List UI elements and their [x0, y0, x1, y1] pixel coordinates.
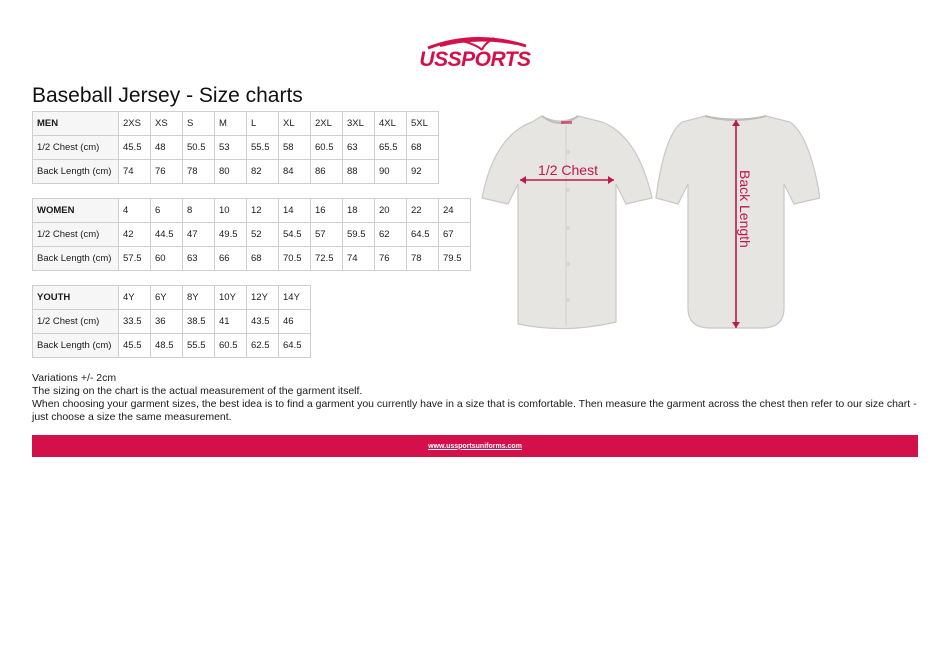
size-cell: 38.5	[183, 310, 215, 334]
size-cell: 67	[439, 223, 471, 247]
chest-label: 1/2 Chest	[538, 162, 598, 178]
size-cell: 60.5	[215, 334, 247, 358]
size-cell: XS	[151, 112, 183, 136]
measurement-note: The sizing on the chart is the actual measurement of the garment itself.	[32, 385, 363, 397]
size-cell: 60	[151, 247, 183, 271]
size-cell: 5XL	[407, 112, 439, 136]
size-cell: 62.5	[247, 334, 279, 358]
size-cell: 24	[439, 199, 471, 223]
size-cell: 66	[215, 247, 247, 271]
size-cell: 2XS	[119, 112, 151, 136]
size-cell: 52	[247, 223, 279, 247]
choosing-size-note: When choosing your garment sizes, the best idea is to find a garment you currently have in a size that is comfortable. Then measure the garment across the chest then refer to our size chart - just choose a size the same measurement.	[32, 398, 917, 423]
table-header-row	[33, 199, 471, 223]
size-cell: 4	[119, 199, 151, 223]
size-cell: 14	[279, 199, 311, 223]
size-cell: 78	[407, 247, 439, 271]
size-cell: 53	[215, 136, 247, 160]
size-cell: 50.5	[183, 136, 215, 160]
size-cell: 62	[375, 223, 407, 247]
size-cell: XL	[279, 112, 311, 136]
size-cell: 20	[375, 199, 407, 223]
men-size-table	[32, 111, 439, 184]
size-cell: 64.5	[279, 334, 311, 358]
size-cell: 55.5	[247, 136, 279, 160]
size-cell: 47	[183, 223, 215, 247]
sizing-notes	[32, 372, 918, 424]
size-cell: 54.5	[279, 223, 311, 247]
size-cell: 78	[183, 160, 215, 184]
youth-size-table	[32, 285, 311, 358]
size-cell: S	[183, 112, 215, 136]
footer-bar	[32, 435, 918, 457]
size-cell: 70.5	[279, 247, 311, 271]
size-cell: 63	[183, 247, 215, 271]
row-label: 1/2 Chest (cm)	[33, 136, 119, 160]
size-cell: 12	[247, 199, 279, 223]
size-cell: 4Y	[119, 286, 151, 310]
size-cell: 68	[247, 247, 279, 271]
size-cell: 10Y	[215, 286, 247, 310]
size-cell: 16	[311, 199, 343, 223]
row-label: MEN	[33, 112, 119, 136]
size-cell: 59.5	[343, 223, 375, 247]
size-cell: 2XL	[311, 112, 343, 136]
size-cell: 57.5	[119, 247, 151, 271]
size-cell: 86	[311, 160, 343, 184]
size-cell: 43.5	[247, 310, 279, 334]
row-label: 1/2 Chest (cm)	[33, 223, 119, 247]
size-cell: 84	[279, 160, 311, 184]
size-cell: 76	[151, 160, 183, 184]
size-cell: 4XL	[375, 112, 407, 136]
size-cell: 49.5	[215, 223, 247, 247]
table-row	[33, 310, 311, 334]
size-cell: 74	[119, 160, 151, 184]
variations-note: Variations +/- 2cm	[32, 372, 117, 384]
size-cell: 14Y	[279, 286, 311, 310]
back-length-label: Back Length	[737, 170, 753, 248]
size-cell: L	[247, 112, 279, 136]
size-cell: 48.5	[151, 334, 183, 358]
size-cell: 79.5	[439, 247, 471, 271]
size-cell: 45.5	[119, 334, 151, 358]
size-cell: 44.5	[151, 223, 183, 247]
page-title: Baseball Jersey - Size charts	[32, 84, 303, 107]
size-cell: 80	[215, 160, 247, 184]
size-cell: 36	[151, 310, 183, 334]
size-cell: 60.5	[311, 136, 343, 160]
size-cell: 55.5	[183, 334, 215, 358]
size-cell: 48	[151, 136, 183, 160]
size-cell: 90	[375, 160, 407, 184]
size-cell: 42	[119, 223, 151, 247]
size-cell: 3XL	[343, 112, 375, 136]
table-row	[33, 223, 471, 247]
size-cell: 12Y	[247, 286, 279, 310]
table-header-row	[33, 112, 439, 136]
table-header-row	[33, 286, 311, 310]
size-cell: 65.5	[375, 136, 407, 160]
size-cell: 45.5	[119, 136, 151, 160]
size-cell: 88	[343, 160, 375, 184]
logo-wordmark: USSPORTS	[419, 48, 531, 70]
size-cell: 6Y	[151, 286, 183, 310]
website-link[interactable]: www.ussportsuniforms.com	[428, 442, 522, 450]
size-cell: 76	[375, 247, 407, 271]
size-cell: 68	[407, 136, 439, 160]
size-cell: 92	[407, 160, 439, 184]
table-row	[33, 334, 311, 358]
jersey-front	[482, 116, 652, 329]
size-cell: 8	[183, 199, 215, 223]
size-cell: M	[215, 112, 247, 136]
row-label: YOUTH	[33, 286, 119, 310]
size-cell: 41	[215, 310, 247, 334]
size-cell: 82	[247, 160, 279, 184]
size-cell: 64.5	[407, 223, 439, 247]
row-label: Back Length (cm)	[33, 247, 119, 271]
ussports-logo	[398, 34, 552, 70]
size-cell: 8Y	[183, 286, 215, 310]
row-label: Back Length (cm)	[33, 160, 119, 184]
row-label: 1/2 Chest (cm)	[33, 310, 119, 334]
size-cell: 10	[215, 199, 247, 223]
row-label: Back Length (cm)	[33, 334, 119, 358]
size-cell: 63	[343, 136, 375, 160]
size-cell: 74	[343, 247, 375, 271]
size-cell: 57	[311, 223, 343, 247]
size-cell: 22	[407, 199, 439, 223]
jersey-measurement-illustration	[480, 112, 820, 332]
size-cell: 6	[151, 199, 183, 223]
row-label: WOMEN	[33, 199, 119, 223]
size-cell: 33.5	[119, 310, 151, 334]
table-row	[33, 160, 439, 184]
table-row	[33, 136, 439, 160]
size-cell: 72.5	[311, 247, 343, 271]
women-size-table	[32, 198, 471, 271]
table-row	[33, 247, 471, 271]
size-cell: 46	[279, 310, 311, 334]
size-cell: 58	[279, 136, 311, 160]
size-cell: 18	[343, 199, 375, 223]
